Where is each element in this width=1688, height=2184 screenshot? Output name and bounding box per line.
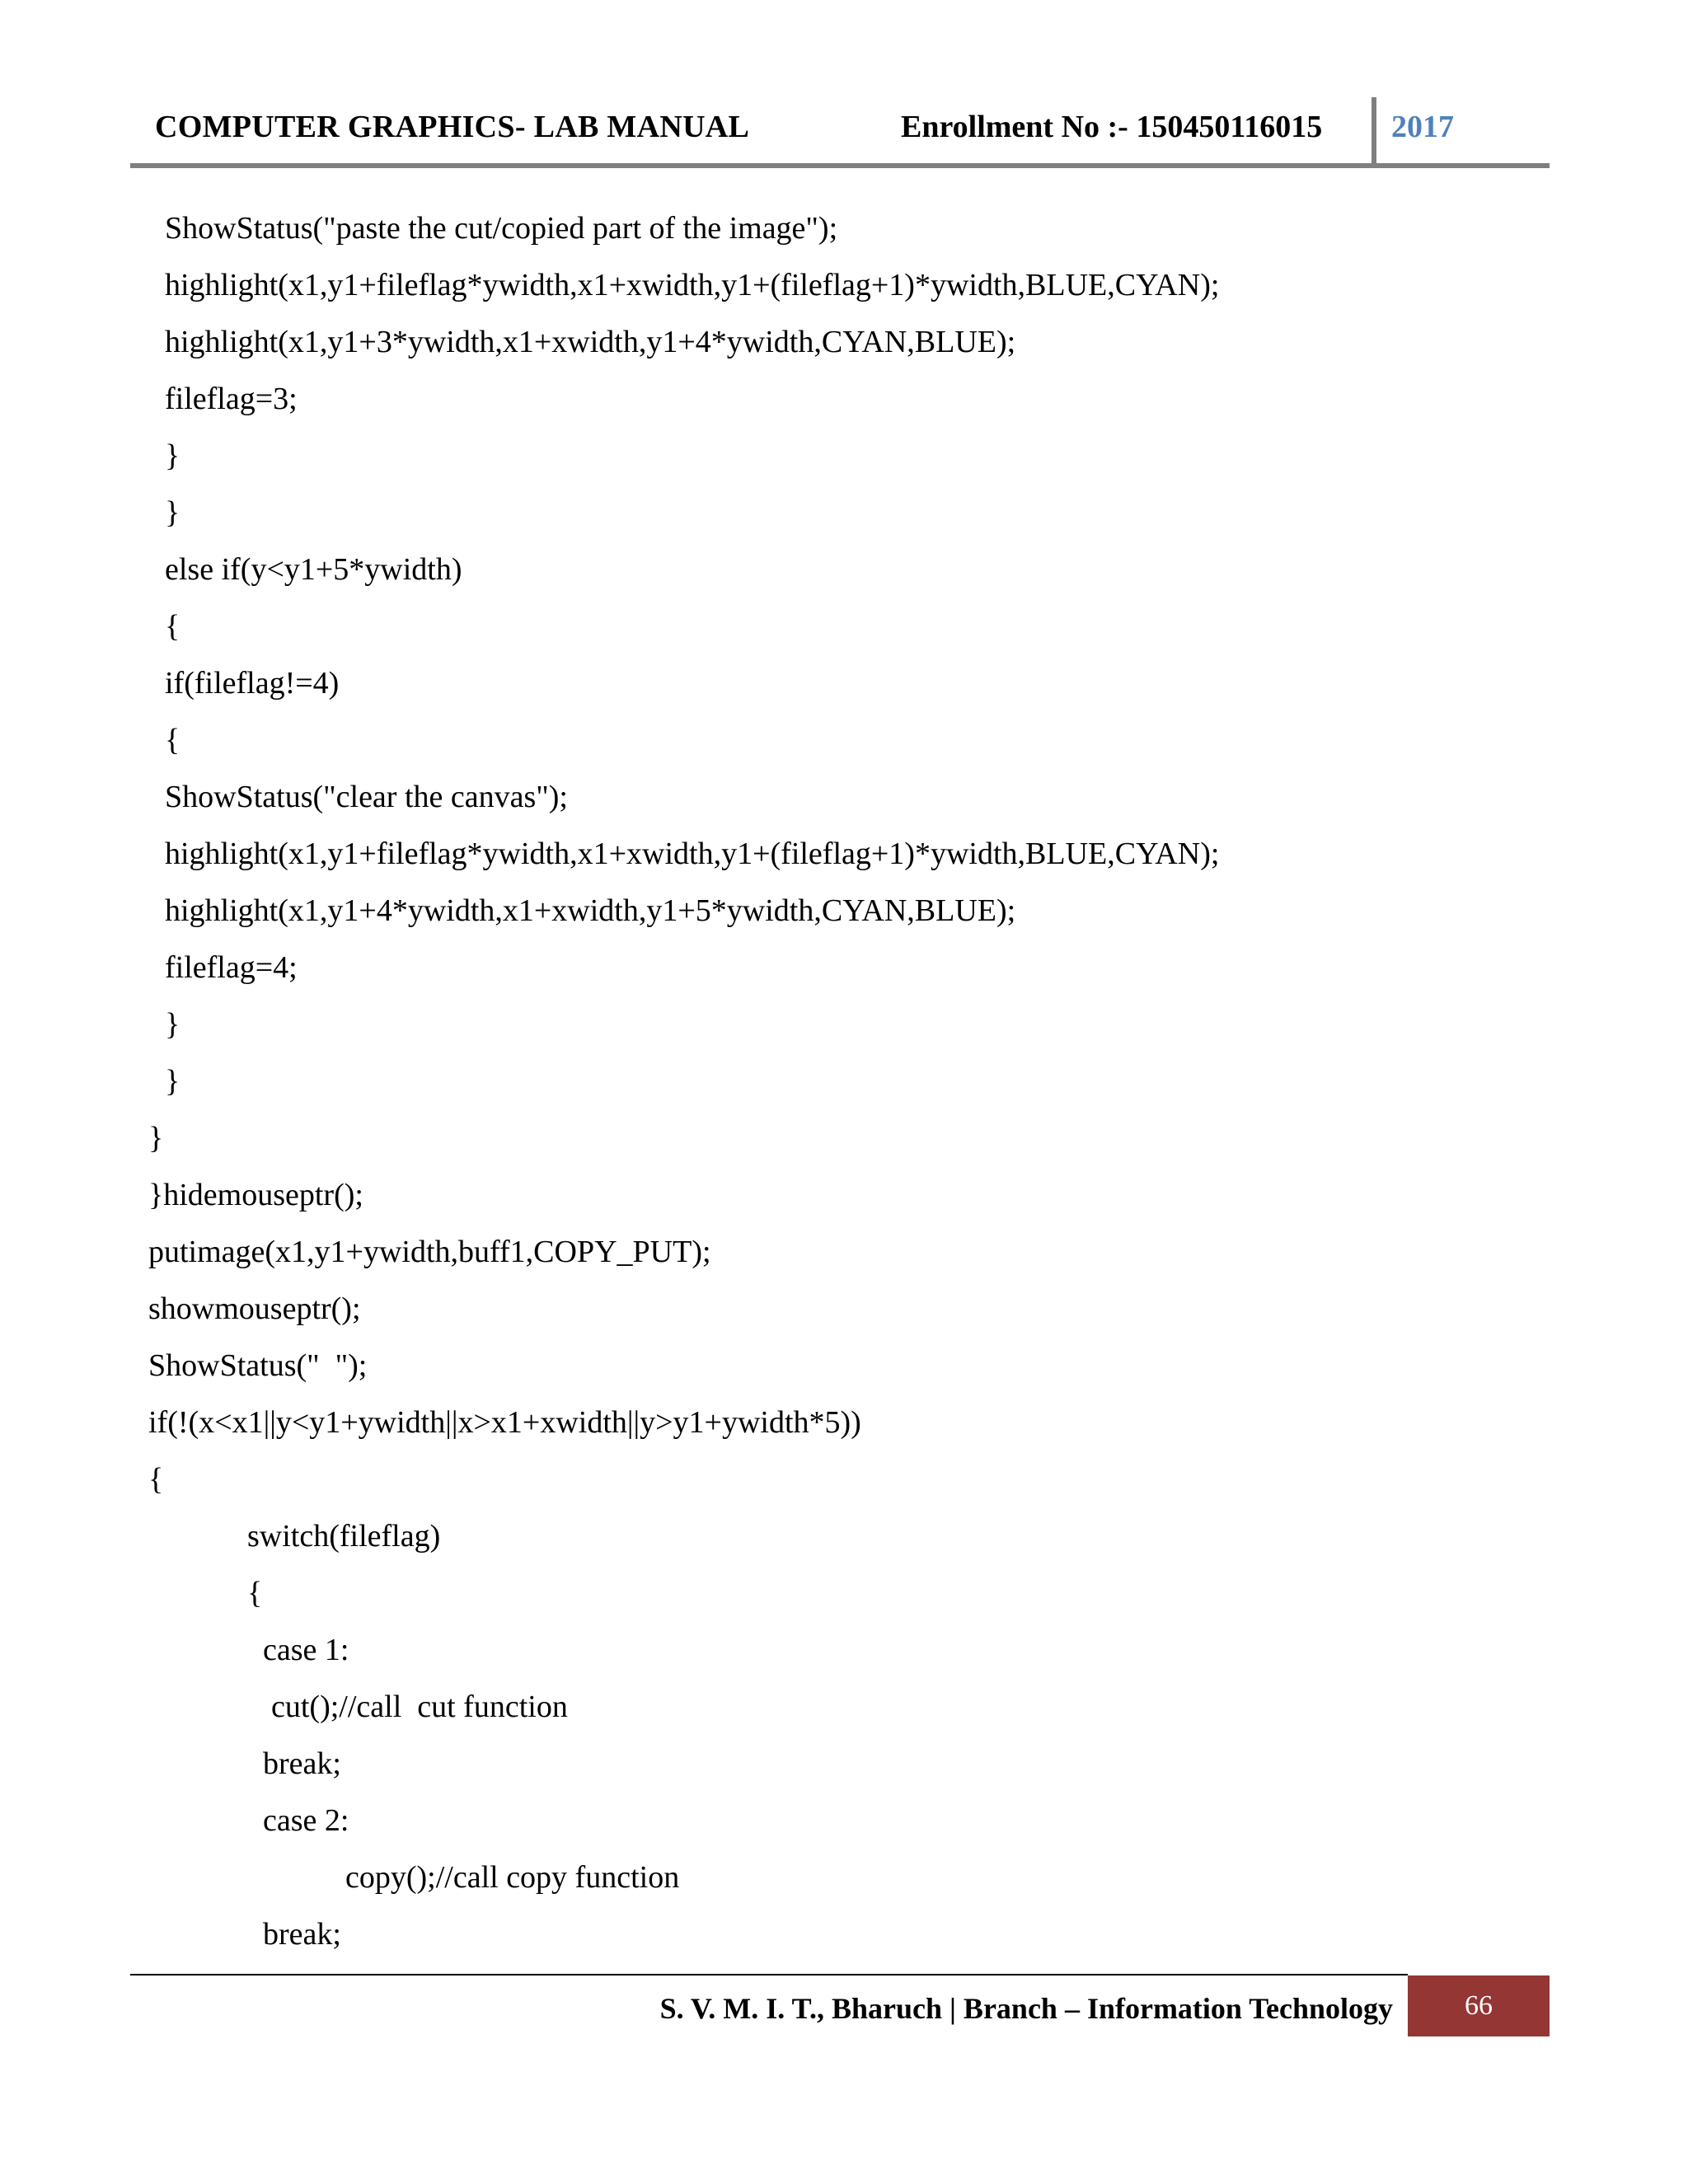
code-line: if(!(x<x1||y<y1+ywidth||x>x1+xwidth||y>y1+ywidth*5)) xyxy=(148,1405,861,1440)
code-line: else if(y<y1+5*ywidth) xyxy=(165,552,462,587)
code-line: highlight(x1,y1+4*ywidth,x1+xwidth,y1+5*ywidth,CYAN,BLUE); xyxy=(165,893,1016,928)
code-line: highlight(x1,y1+fileflag*ywidth,x1+xwidth,y1+(fileflag+1)*ywidth,BLUE,CYAN); xyxy=(165,837,1220,871)
header-divider xyxy=(1372,97,1376,166)
code-line: } xyxy=(165,438,181,473)
code-line: highlight(x1,y1+fileflag*ywidth,x1+xwidth,y1+(fileflag+1)*ywidth,BLUE,CYAN); xyxy=(165,268,1220,302)
code-line: break; xyxy=(263,1917,341,1952)
code-line: fileflag=4; xyxy=(165,950,298,985)
code-line: ShowStatus("paste the cut/copied part of the image"); xyxy=(165,211,838,246)
header-title: COMPUTER GRAPHICS- LAB MANUAL xyxy=(155,110,750,144)
code-line: putimage(x1,y1+ywidth,buff1,COPY_PUT); xyxy=(148,1235,711,1269)
page-number-box xyxy=(1408,1975,1550,2036)
code-line: ShowStatus(" "); xyxy=(148,1348,368,1383)
footer-institution: S. V. M. I. T., Bharuch | Branch – Information Technology xyxy=(659,1992,1393,2025)
code-line: case 1: xyxy=(263,1633,349,1667)
code-line: { xyxy=(165,609,181,644)
code-line: cut();//call cut function xyxy=(271,1690,568,1724)
page-number: 66 xyxy=(1465,1990,1493,2021)
code-line: }hidemouseptr(); xyxy=(148,1178,363,1212)
code-line: } xyxy=(165,1064,181,1099)
code-line: } xyxy=(165,1007,181,1042)
code-line: { xyxy=(148,1462,164,1497)
code-line: } xyxy=(148,1121,164,1155)
code-line: fileflag=3; xyxy=(165,382,298,416)
code-line: ShowStatus("clear the canvas"); xyxy=(165,780,568,814)
header-enrollment: Enrollment No :- 150450116015 xyxy=(901,110,1323,144)
code-line: highlight(x1,y1+3*ywidth,x1+xwidth,y1+4*ywidth,CYAN,BLUE); xyxy=(165,325,1016,359)
code-line: switch(fileflag) xyxy=(247,1519,441,1554)
code-line: case 2: xyxy=(263,1803,349,1838)
header-rule xyxy=(130,163,1550,168)
code-line: } xyxy=(165,495,181,530)
code-line: break; xyxy=(263,1746,341,1781)
code-line: copy();//call copy function xyxy=(345,1860,680,1895)
code-line: showmouseptr(); xyxy=(148,1291,361,1326)
code-line: { xyxy=(247,1576,263,1610)
code-line: if(fileflag!=4) xyxy=(165,666,340,701)
footer-rule xyxy=(130,1974,1408,1975)
header-year: 2017 xyxy=(1391,110,1454,144)
code-line: { xyxy=(165,723,181,757)
